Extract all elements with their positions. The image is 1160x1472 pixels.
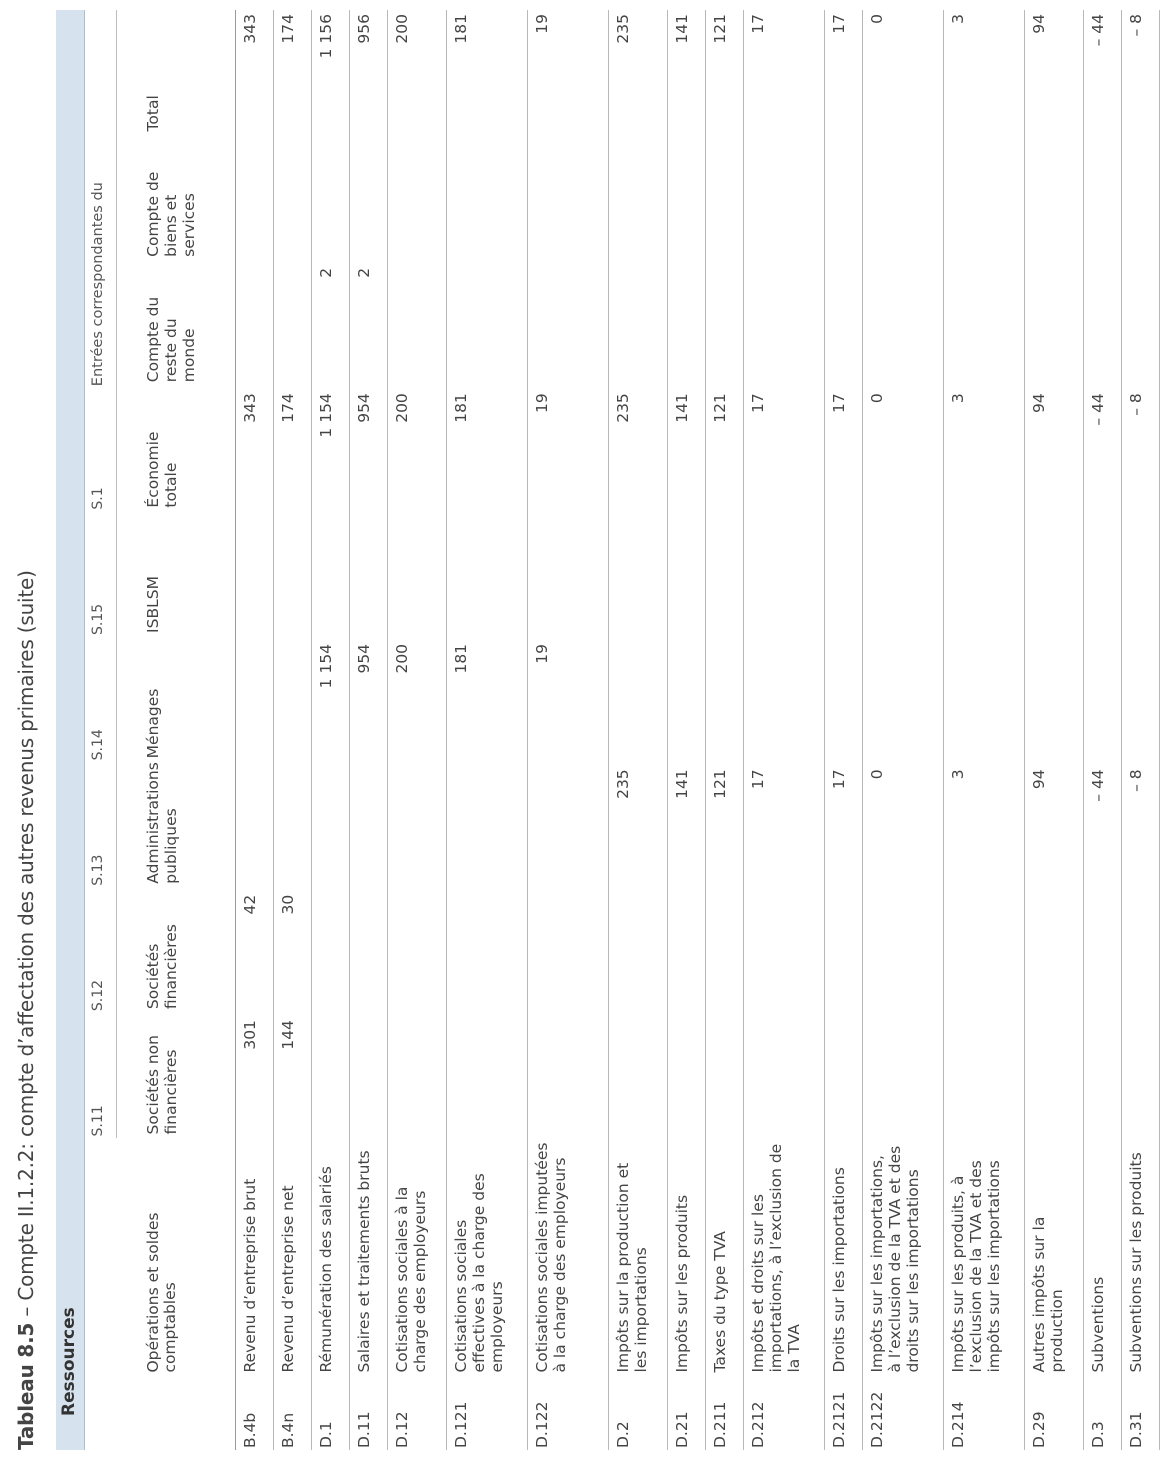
header-col: Sociétés financières bbox=[117, 888, 236, 1013]
cell-value bbox=[1025, 888, 1084, 1013]
table-row bbox=[1025, 10, 1084, 1450]
cell-value bbox=[274, 135, 312, 260]
cell-value bbox=[274, 512, 312, 637]
cell-value: 200 bbox=[388, 386, 447, 511]
row-code: D.122 bbox=[528, 1377, 609, 1450]
row-label: Salaires et traitements bruts bbox=[350, 1138, 388, 1376]
cell-value bbox=[1122, 135, 1160, 260]
cell-value bbox=[274, 637, 312, 762]
cell-value bbox=[668, 512, 706, 637]
cell-value: 0 bbox=[863, 762, 944, 887]
header-col: Total bbox=[117, 10, 236, 135]
row-code: D.2121 bbox=[825, 1377, 863, 1450]
row-label: Cotisations sociales imputées à la charge des employeurs bbox=[528, 1138, 609, 1376]
cell-value: 1 154 bbox=[312, 637, 350, 762]
cell-value: 121 bbox=[706, 762, 744, 887]
cell-value bbox=[1084, 888, 1122, 1013]
cell-value bbox=[706, 512, 744, 637]
cell-value bbox=[609, 1013, 668, 1138]
cell-value bbox=[744, 261, 825, 386]
cell-value: 19 bbox=[528, 10, 609, 135]
cell-value bbox=[312, 888, 350, 1013]
cell-value bbox=[528, 888, 609, 1013]
cell-value: 2 bbox=[350, 261, 388, 386]
cell-value bbox=[236, 762, 274, 887]
row-code: B.4b bbox=[236, 1377, 274, 1450]
cell-value bbox=[312, 135, 350, 260]
row-code: D.2122 bbox=[863, 1377, 944, 1450]
row-label: Impôts et droits sur les importations, à l’exclusion de la TVA bbox=[744, 1138, 825, 1376]
cell-value: 144 bbox=[274, 1013, 312, 1138]
cell-value bbox=[609, 261, 668, 386]
cell-value: – 44 bbox=[1084, 10, 1122, 135]
cell-value bbox=[447, 888, 528, 1013]
row-label: Subventions sur les produits bbox=[1122, 1138, 1160, 1376]
cell-value: 42 bbox=[236, 888, 274, 1013]
cell-value bbox=[236, 135, 274, 260]
column-header-row bbox=[117, 10, 236, 1450]
table-row bbox=[447, 10, 528, 1450]
cell-value bbox=[1025, 261, 1084, 386]
row-label: Impôts sur les importations, à l’exclusion de la TVA et des droits sur les importations bbox=[863, 1138, 944, 1376]
row-code: B.4n bbox=[274, 1377, 312, 1450]
cell-value bbox=[609, 637, 668, 762]
header-col: ISBLSM bbox=[117, 512, 236, 637]
table-row bbox=[1084, 10, 1122, 1450]
cell-value: 174 bbox=[274, 386, 312, 511]
row-code: D.2 bbox=[609, 1377, 668, 1450]
cell-value bbox=[350, 1013, 388, 1138]
cell-value: 94 bbox=[1025, 10, 1084, 135]
cell-value bbox=[668, 135, 706, 260]
row-label: Revenu d’entreprise net bbox=[274, 1138, 312, 1376]
cell-value bbox=[274, 261, 312, 386]
cell-value: – 8 bbox=[1122, 386, 1160, 511]
cell-value bbox=[944, 261, 1025, 386]
cell-value bbox=[1122, 637, 1160, 762]
cell-value: 343 bbox=[236, 386, 274, 511]
cell-value bbox=[236, 261, 274, 386]
cell-value bbox=[825, 512, 863, 637]
cell-value bbox=[863, 637, 944, 762]
row-label: Impôts sur les produits bbox=[668, 1138, 706, 1376]
header-col: Économie totale bbox=[117, 386, 236, 511]
cell-value bbox=[1122, 261, 1160, 386]
cell-value: 181 bbox=[447, 10, 528, 135]
cell-value bbox=[312, 762, 350, 887]
row-code: D.1 bbox=[312, 1377, 350, 1450]
cell-value: 17 bbox=[825, 762, 863, 887]
cell-value: 141 bbox=[668, 386, 706, 511]
cell-value bbox=[447, 512, 528, 637]
cell-value bbox=[1084, 512, 1122, 637]
cell-value bbox=[863, 261, 944, 386]
cell-value bbox=[825, 135, 863, 260]
cell-value bbox=[528, 135, 609, 260]
cell-value: 301 bbox=[236, 1013, 274, 1138]
cell-value bbox=[609, 888, 668, 1013]
cell-value bbox=[944, 512, 1025, 637]
table-row bbox=[863, 10, 944, 1450]
table-row bbox=[236, 10, 274, 1450]
row-code: D.211 bbox=[706, 1377, 744, 1450]
cell-value bbox=[350, 888, 388, 1013]
cell-value: 181 bbox=[447, 637, 528, 762]
table-row bbox=[528, 10, 609, 1450]
cell-value bbox=[668, 637, 706, 762]
cell-value: 956 bbox=[350, 10, 388, 135]
cell-value: 0 bbox=[863, 10, 944, 135]
caption-prefix: Tableau 8.5 bbox=[14, 1322, 38, 1450]
cell-value bbox=[1122, 512, 1160, 637]
row-label: Impôts sur la production et les importations bbox=[609, 1138, 668, 1376]
cell-value: 3 bbox=[944, 10, 1025, 135]
sector-code: S.13 bbox=[86, 762, 117, 887]
table-row bbox=[312, 10, 350, 1450]
cell-value bbox=[350, 762, 388, 887]
cell-value bbox=[388, 261, 447, 386]
cell-value bbox=[447, 261, 528, 386]
header-col: Ménages bbox=[117, 637, 236, 762]
cell-value: 235 bbox=[609, 762, 668, 887]
cell-value bbox=[1084, 261, 1122, 386]
row-code: D.214 bbox=[944, 1377, 1025, 1450]
cell-value: – 44 bbox=[1084, 386, 1122, 511]
cell-value: – 8 bbox=[1122, 10, 1160, 135]
cell-value bbox=[1122, 888, 1160, 1013]
row-code: D.212 bbox=[744, 1377, 825, 1450]
cell-value: 17 bbox=[744, 10, 825, 135]
cell-value bbox=[1084, 637, 1122, 762]
cell-value: 2 bbox=[312, 261, 350, 386]
cell-value bbox=[744, 1013, 825, 1138]
cell-value bbox=[388, 762, 447, 887]
row-code: D.3 bbox=[1084, 1377, 1122, 1450]
data-table bbox=[86, 10, 1160, 1450]
cell-value bbox=[944, 135, 1025, 260]
cell-value bbox=[350, 512, 388, 637]
cell-value bbox=[944, 1013, 1025, 1138]
cell-value bbox=[350, 135, 388, 260]
cell-value bbox=[388, 512, 447, 637]
cell-value bbox=[668, 261, 706, 386]
cell-value bbox=[447, 1013, 528, 1138]
table-row bbox=[274, 10, 312, 1450]
table-row bbox=[609, 10, 668, 1450]
cell-value bbox=[825, 261, 863, 386]
cell-value: 174 bbox=[274, 10, 312, 135]
cell-value: 19 bbox=[528, 637, 609, 762]
cell-value bbox=[388, 1013, 447, 1138]
row-label: Cotisations sociales à la charge des employeurs bbox=[388, 1138, 447, 1376]
cell-value bbox=[609, 135, 668, 260]
cell-value: 200 bbox=[388, 637, 447, 762]
row-label: Revenu d’entreprise brut bbox=[236, 1138, 274, 1376]
sector-code: S.12 bbox=[86, 888, 117, 1013]
cell-value bbox=[744, 637, 825, 762]
row-code: D.11 bbox=[350, 1377, 388, 1450]
cell-value: 17 bbox=[744, 386, 825, 511]
row-code: D.12 bbox=[388, 1377, 447, 1450]
cell-value bbox=[863, 1013, 944, 1138]
row-label: Subventions bbox=[1084, 1138, 1122, 1376]
header-col: Compte du reste du monde bbox=[117, 261, 236, 386]
row-label: Impôts sur les produits, à l’exclusion de la TVA et des impôts sur les importations bbox=[944, 1138, 1025, 1376]
table-row bbox=[350, 10, 388, 1450]
cell-value bbox=[744, 888, 825, 1013]
cell-value bbox=[706, 888, 744, 1013]
cell-value bbox=[863, 135, 944, 260]
row-label: Rémunération des salariés bbox=[312, 1138, 350, 1376]
sector-code: S.14 bbox=[86, 637, 117, 762]
table-caption bbox=[14, 570, 38, 1450]
sector-code: S.1 bbox=[86, 386, 117, 511]
cell-value bbox=[825, 1013, 863, 1138]
cell-value bbox=[944, 888, 1025, 1013]
cell-value bbox=[744, 512, 825, 637]
cell-value bbox=[236, 512, 274, 637]
section-band bbox=[56, 10, 85, 1450]
header-col: Sociétés non financières bbox=[117, 1013, 236, 1138]
cell-value bbox=[528, 512, 609, 637]
cell-value bbox=[312, 1013, 350, 1138]
table-row bbox=[744, 10, 825, 1450]
cell-value bbox=[706, 261, 744, 386]
table-row bbox=[944, 10, 1025, 1450]
table-row bbox=[1122, 10, 1160, 1450]
cell-value: 181 bbox=[447, 386, 528, 511]
cell-value: 200 bbox=[388, 10, 447, 135]
cell-value bbox=[1025, 135, 1084, 260]
table-row bbox=[388, 10, 447, 1450]
row-code: D.21 bbox=[668, 1377, 706, 1450]
cell-value bbox=[388, 135, 447, 260]
section-title: Ressources bbox=[59, 1307, 79, 1416]
cell-value bbox=[863, 512, 944, 637]
cell-value: 235 bbox=[609, 386, 668, 511]
caption-text: – Compte II.1.2.2: compte d’affectation des autres revenus primaires (suite) bbox=[14, 570, 38, 1323]
cell-value: 94 bbox=[1025, 762, 1084, 887]
cell-value bbox=[1025, 512, 1084, 637]
sector-code: S.15 bbox=[86, 512, 117, 637]
row-label: Taxes du type TVA bbox=[706, 1138, 744, 1376]
row-label: Cotisations sociales effectives à la charge des employeurs bbox=[447, 1138, 528, 1376]
cell-value bbox=[863, 888, 944, 1013]
sector-code: S.11 bbox=[86, 1013, 117, 1138]
header-col: Administrations publiques bbox=[117, 762, 236, 887]
cell-value bbox=[668, 1013, 706, 1138]
cell-value bbox=[706, 135, 744, 260]
cell-value: – 8 bbox=[1122, 762, 1160, 887]
cell-value bbox=[312, 512, 350, 637]
cell-value bbox=[528, 762, 609, 887]
cell-value: 141 bbox=[668, 10, 706, 135]
cell-value bbox=[528, 1013, 609, 1138]
header-operations: Opérations et soldes comptables bbox=[117, 1138, 236, 1376]
cell-value: 0 bbox=[863, 386, 944, 511]
cell-value bbox=[1122, 1013, 1160, 1138]
cell-value bbox=[668, 888, 706, 1013]
cell-value bbox=[388, 888, 447, 1013]
sector-code-row bbox=[86, 10, 117, 1450]
cell-value: 121 bbox=[706, 10, 744, 135]
row-code: D.29 bbox=[1025, 1377, 1084, 1450]
cell-value: – 44 bbox=[1084, 762, 1122, 887]
cell-value: 17 bbox=[744, 762, 825, 887]
cell-value bbox=[274, 762, 312, 887]
cell-value bbox=[1084, 135, 1122, 260]
cell-value bbox=[447, 762, 528, 887]
cell-value: 121 bbox=[706, 386, 744, 511]
cell-value bbox=[825, 888, 863, 1013]
cell-value: 30 bbox=[274, 888, 312, 1013]
table-row bbox=[668, 10, 706, 1450]
cell-value bbox=[944, 637, 1025, 762]
cell-value bbox=[744, 135, 825, 260]
cell-value: 17 bbox=[825, 386, 863, 511]
cell-value bbox=[706, 1013, 744, 1138]
cell-value bbox=[447, 135, 528, 260]
row-code: D.121 bbox=[447, 1377, 528, 1450]
cell-value bbox=[1084, 1013, 1122, 1138]
header-col: Compte de biens et services bbox=[117, 135, 236, 260]
cell-value bbox=[825, 637, 863, 762]
cell-value bbox=[236, 637, 274, 762]
cell-value: 17 bbox=[825, 10, 863, 135]
table-row bbox=[825, 10, 863, 1450]
cell-value bbox=[528, 261, 609, 386]
cell-value: 19 bbox=[528, 386, 609, 511]
cell-value: 235 bbox=[609, 10, 668, 135]
row-label: Autres impôts sur la production bbox=[1025, 1138, 1084, 1376]
cell-value bbox=[1025, 1013, 1084, 1138]
row-label: Droits sur les importations bbox=[825, 1138, 863, 1376]
cell-value: 954 bbox=[350, 637, 388, 762]
cell-value: 3 bbox=[944, 762, 1025, 887]
cell-value: 141 bbox=[668, 762, 706, 887]
cell-value: 954 bbox=[350, 386, 388, 511]
cell-value: 343 bbox=[236, 10, 274, 135]
row-code: D.31 bbox=[1122, 1377, 1160, 1450]
cell-value: 3 bbox=[944, 386, 1025, 511]
cell-value: 1 154 bbox=[312, 386, 350, 511]
cell-value: 1 156 bbox=[312, 10, 350, 135]
cell-value: 94 bbox=[1025, 386, 1084, 511]
cell-value bbox=[706, 637, 744, 762]
cell-value bbox=[609, 512, 668, 637]
cell-value bbox=[1025, 637, 1084, 762]
table-row bbox=[706, 10, 744, 1450]
entries-label: Entrées correspondantes du bbox=[86, 10, 117, 386]
